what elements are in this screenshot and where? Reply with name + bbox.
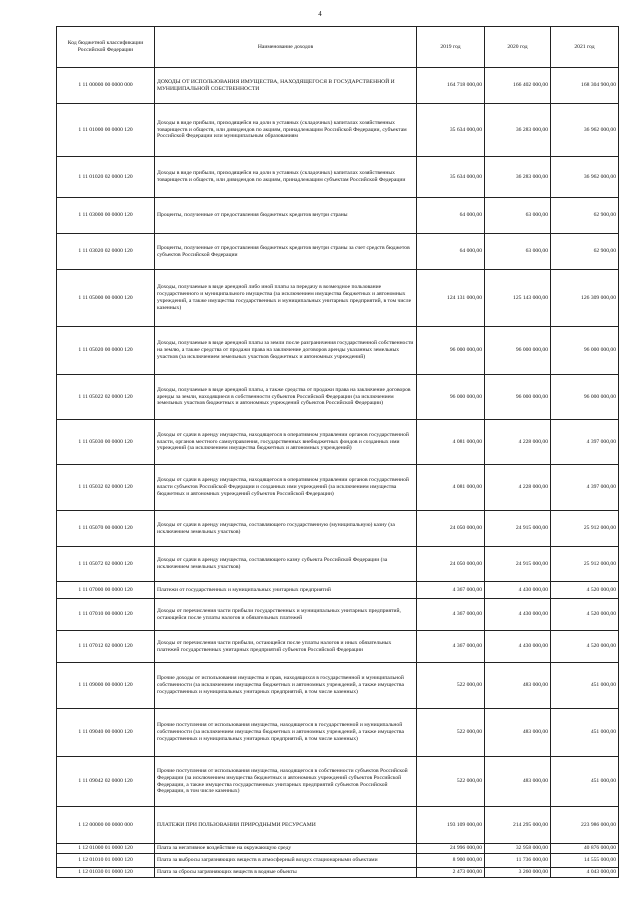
name-cell: Доходы от сдачи в аренду имущества, находящегося в оперативном управлении органов государственной власти субъектов Российской Федерации и созданных ими учреждений (за исключением имущества бюджетных и автономных учреждений субъектов Российской Федерации) — [155, 465, 417, 511]
table-row — [57, 599, 619, 631]
name-cell: Доходы, получаемые в виде арендной платы, а также средства от продажи права на заключение договоров аренды за земли, находящиеся в собственности субъектов Российской Федерации (за исключением земельных участков бюджетных и автономных учреждений субъектов Российской Федерации) — [155, 375, 417, 420]
name-cell: Доходы от перечисления части прибыли, остающейся после уплаты налогов и иных обязательных платежей государственных унитарных предприятий субъектов Российской Федерации — [155, 631, 417, 663]
value-2021-cell: 4 520 000,00 — [551, 631, 619, 663]
table-row — [57, 465, 619, 511]
value-2020-cell: 24 915 000,00 — [485, 547, 551, 582]
value-2021-cell: 4 520 000,00 — [551, 599, 619, 631]
value-2019-cell: 2 473 000,00 — [417, 868, 485, 878]
code-cell: 1 11 05030 00 0000 120 — [57, 420, 155, 465]
code-cell: 1 11 05022 02 0000 120 — [57, 375, 155, 420]
value-2021-cell: 4 043 000,00 — [551, 868, 619, 878]
value-2019-cell: 96 000 000,00 — [417, 375, 485, 420]
value-2021-cell: 25 912 000,00 — [551, 511, 619, 547]
value-2020-cell: 96 000 000,00 — [485, 327, 551, 375]
code-cell: 1 11 07012 02 0000 120 — [57, 631, 155, 663]
value-2020-cell: 11 736 000,00 — [485, 854, 551, 868]
value-2020-cell: 483 000,00 — [485, 709, 551, 757]
name-cell: ПЛАТЕЖИ ПРИ ПОЛЬЗОВАНИИ ПРИРОДНЫМИ РЕСУРСАМИ — [155, 807, 417, 844]
value-2021-cell: 126 309 000,00 — [551, 270, 619, 327]
name-cell: Прочие доходы от использования имущества и прав, находящихся в государственной и муниципальной собственности (за исключением имущества бюджетных и автономных учреждений, а также имущества государственных и муниципальных унитарных предприятий, в том числе казенных) — [155, 663, 417, 709]
value-2019-cell: 4 081 000,00 — [417, 465, 485, 511]
value-2021-cell: 36 962 000,00 — [551, 157, 619, 198]
value-2019-cell: 522 000,00 — [417, 663, 485, 709]
name-cell: Доходы в виде прибыли, приходящейся на доли в уставных (складочных) капиталах хозяйственных товариществ и обществ, или дивидендов по акциям, принадлежащим субъектам Российской Федерации — [155, 157, 417, 198]
table-row — [57, 68, 619, 104]
value-2019-cell: 35 634 000,00 — [417, 157, 485, 198]
code-cell: 1 11 05070 00 0000 120 — [57, 511, 155, 547]
table-row — [57, 854, 619, 868]
value-2021-cell: 62 900,00 — [551, 198, 619, 234]
value-2020-cell: 4 430 000,00 — [485, 599, 551, 631]
name-cell: ДОХОДЫ ОТ ИСПОЛЬЗОВАНИЯ ИМУЩЕСТВА, НАХОДЯЩЕГОСЯ В ГОСУДАРСТВЕННОЙ И МУНИЦИПАЛЬНОЙ СОБСТВЕННОСТИ — [155, 68, 417, 104]
value-2019-cell: 164 718 000,00 — [417, 68, 485, 104]
table-row — [57, 547, 619, 582]
table-row — [57, 663, 619, 709]
revenue-table — [56, 26, 619, 878]
code-cell: 1 11 09040 00 0000 120 — [57, 709, 155, 757]
value-2021-cell: 451 000,00 — [551, 757, 619, 807]
table-row — [57, 104, 619, 157]
code-cell: 1 11 05020 00 0000 120 — [57, 327, 155, 375]
value-2020-cell: 96 000 000,00 — [485, 375, 551, 420]
code-cell: 1 11 05000 00 0000 120 — [57, 270, 155, 327]
table-row — [57, 198, 619, 234]
value-2020-cell: 4 228 000,00 — [485, 465, 551, 511]
code-cell: 1 12 00000 00 0000 000 — [57, 807, 155, 844]
value-2019-cell: 24 996 000,00 — [417, 844, 485, 854]
value-2019-cell: 4 367 000,00 — [417, 582, 485, 599]
name-cell: Плата за выбросы загрязняющих веществ в атмосферный воздух стационарными объектами — [155, 854, 417, 868]
value-2019-cell: 35 634 000,00 — [417, 104, 485, 157]
table-row — [57, 807, 619, 844]
value-2019-cell: 4 367 000,00 — [417, 599, 485, 631]
name-cell: Доходы от сдачи в аренду имущества, находящегося в оперативном управлении органов государственной власти, органов местного самоуправления, государственных внебюджетных фондов и созданных ими учреждений (за исключением имущества бюджетных и автономных учреждений) — [155, 420, 417, 465]
value-2021-cell: 40 876 000,00 — [551, 844, 619, 854]
value-2020-cell: 63 000,00 — [485, 234, 551, 270]
code-cell: 1 11 01020 02 0000 120 — [57, 157, 155, 198]
value-2019-cell: 193 109 000,00 — [417, 807, 485, 844]
table-row — [57, 844, 619, 854]
code-cell: 1 11 09000 00 0000 120 — [57, 663, 155, 709]
code-cell: 1 11 00000 00 0000 000 — [57, 68, 155, 104]
value-2020-cell: 3 260 000,00 — [485, 868, 551, 878]
name-cell: Доходы от сдачи в аренду имущества, составляющего казну субъекта Российской Федерации (за исключением земельных участков) — [155, 547, 417, 582]
name-cell: Платежи от государственных и муниципальных унитарных предприятий — [155, 582, 417, 599]
value-2020-cell: 63 000,00 — [485, 198, 551, 234]
value-2021-cell: 451 000,00 — [551, 709, 619, 757]
table-row — [57, 157, 619, 198]
value-2020-cell: 4 228 000,00 — [485, 420, 551, 465]
value-2019-cell: 522 000,00 — [417, 757, 485, 807]
table-row — [57, 270, 619, 327]
value-2021-cell: 4 520 000,00 — [551, 582, 619, 599]
table-row — [57, 631, 619, 663]
name-cell: Плата за сбросы загрязняющих веществ в водные объекты — [155, 868, 417, 878]
table-header-row — [57, 27, 619, 68]
code-cell: 1 11 03020 02 0000 120 — [57, 234, 155, 270]
code-cell: 1 11 05032 02 0000 120 — [57, 465, 155, 511]
name-cell: Прочие поступления от использования имущества, находящегося в государственной и муниципальной собственности (за исключением имущества бюджетных и автономных учреждений, а также имущества государственных и муниципальных унитарных предприятий, в том числе казенных) — [155, 709, 417, 757]
value-2020-cell: 36 283 000,00 — [485, 157, 551, 198]
name-cell: Прочие поступления от использования имущества, находящегося в собственности субъектов Российской Федерации (за исключением имущества бюджетных и автономных учреждений субъектов Российской Федерации, а также имущества государственных унитарных предприятий субъектов Российской Федерации, в том числе казенных) — [155, 757, 417, 807]
value-2021-cell: 223 986 000,00 — [551, 807, 619, 844]
code-cell: 1 12 01030 01 0000 120 — [57, 868, 155, 878]
value-2020-cell: 214 295 000,00 — [485, 807, 551, 844]
table-row — [57, 757, 619, 807]
code-cell: 1 12 01000 01 0000 120 — [57, 844, 155, 854]
value-2020-cell: 36 283 000,00 — [485, 104, 551, 157]
value-2019-cell: 124 131 000,00 — [417, 270, 485, 327]
name-cell: Проценты, полученные от предоставления бюджетных кредитов внутри страны — [155, 198, 417, 234]
value-2020-cell: 125 143 000,00 — [485, 270, 551, 327]
value-2021-cell: 4 397 000,00 — [551, 465, 619, 511]
name-cell: Проценты, полученные от предоставления бюджетных кредитов внутри страны за счет средств бюджетов субъектов Российской Федерации — [155, 234, 417, 270]
name-cell: Доходы от сдачи в аренду имущества, составляющего государственную (муниципальную) казну (за исключением земельных участков) — [155, 511, 417, 547]
value-2019-cell: 4 367 000,00 — [417, 631, 485, 663]
value-2021-cell: 451 000,00 — [551, 663, 619, 709]
code-cell: 1 11 07000 00 0000 120 — [57, 582, 155, 599]
code-cell: 1 11 09042 02 0000 120 — [57, 757, 155, 807]
header-code: Код бюджетной классификации Российской Федерации — [57, 27, 155, 68]
value-2019-cell: 522 000,00 — [417, 709, 485, 757]
value-2019-cell: 4 081 000,00 — [417, 420, 485, 465]
header-2020: 2020 год — [485, 27, 551, 68]
code-cell: 1 11 03000 00 0000 120 — [57, 198, 155, 234]
code-cell: 1 11 07010 00 0000 120 — [57, 599, 155, 631]
name-cell: Плата за негативное воздействие на окружающую среду — [155, 844, 417, 854]
table-row — [57, 868, 619, 878]
table-row — [57, 375, 619, 420]
value-2019-cell: 64 000,00 — [417, 234, 485, 270]
value-2020-cell: 4 430 000,00 — [485, 631, 551, 663]
value-2019-cell: 64 000,00 — [417, 198, 485, 234]
value-2019-cell: 96 000 000,00 — [417, 327, 485, 375]
value-2021-cell: 62 900,00 — [551, 234, 619, 270]
table-row — [57, 511, 619, 547]
value-2019-cell: 24 050 000,00 — [417, 547, 485, 582]
value-2021-cell: 25 912 000,00 — [551, 547, 619, 582]
value-2020-cell: 166 402 000,00 — [485, 68, 551, 104]
table-row — [57, 234, 619, 270]
name-cell: Доходы, получаемые в виде арендной платы за земли после разграничения государственной собственности на землю, а также средства от продажи права на заключение договоров аренды указанных земельных участков (за исключением земельных участков бюджетных и автономных учреждений) — [155, 327, 417, 375]
value-2021-cell: 96 000 000,00 — [551, 327, 619, 375]
value-2021-cell: 96 000 000,00 — [551, 375, 619, 420]
table-body — [57, 68, 619, 878]
value-2020-cell: 483 000,00 — [485, 757, 551, 807]
value-2020-cell: 4 430 000,00 — [485, 582, 551, 599]
table-row — [57, 709, 619, 757]
name-cell: Доходы от перечисления части прибыли государственных и муниципальных унитарных предприятий, остающейся после уплаты налогов и обязательных платежей — [155, 599, 417, 631]
table-row — [57, 327, 619, 375]
value-2020-cell: 24 915 000,00 — [485, 511, 551, 547]
table-row — [57, 420, 619, 465]
header-name: Наименование доходов — [155, 27, 417, 68]
value-2021-cell: 36 962 000,00 — [551, 104, 619, 157]
name-cell: Доходы, получаемые в виде арендной либо иной платы за передачу в возмездное пользование государственного и муниципального имущества (за исключением имущества бюджетных и автономных учреждений, а также имущества государственных и муниципальных унитарных предприятий, в том числе казенных) — [155, 270, 417, 327]
page-number: 4 — [318, 10, 322, 18]
value-2021-cell: 14 555 000,00 — [551, 854, 619, 868]
table-row — [57, 582, 619, 599]
header-2021: 2021 год — [551, 27, 619, 68]
header-2019: 2019 год — [417, 27, 485, 68]
code-cell: 1 11 01000 00 0000 120 — [57, 104, 155, 157]
name-cell: Доходы в виде прибыли, приходящейся на доли в уставных (складочных) капиталах хозяйственных товариществ и обществ, или дивидендов по акциям, принадлежащим Российской Федерации, субъектам Российской Федерации или муниципальным образованиям — [155, 104, 417, 157]
value-2021-cell: 4 397 000,00 — [551, 420, 619, 465]
value-2019-cell: 24 050 000,00 — [417, 511, 485, 547]
value-2019-cell: 8 900 000,00 — [417, 854, 485, 868]
value-2021-cell: 168 304 900,00 — [551, 68, 619, 104]
value-2020-cell: 483 000,00 — [485, 663, 551, 709]
code-cell: 1 12 01010 01 0000 120 — [57, 854, 155, 868]
code-cell: 1 11 05072 02 0000 120 — [57, 547, 155, 582]
value-2020-cell: 32 958 000,00 — [485, 844, 551, 854]
